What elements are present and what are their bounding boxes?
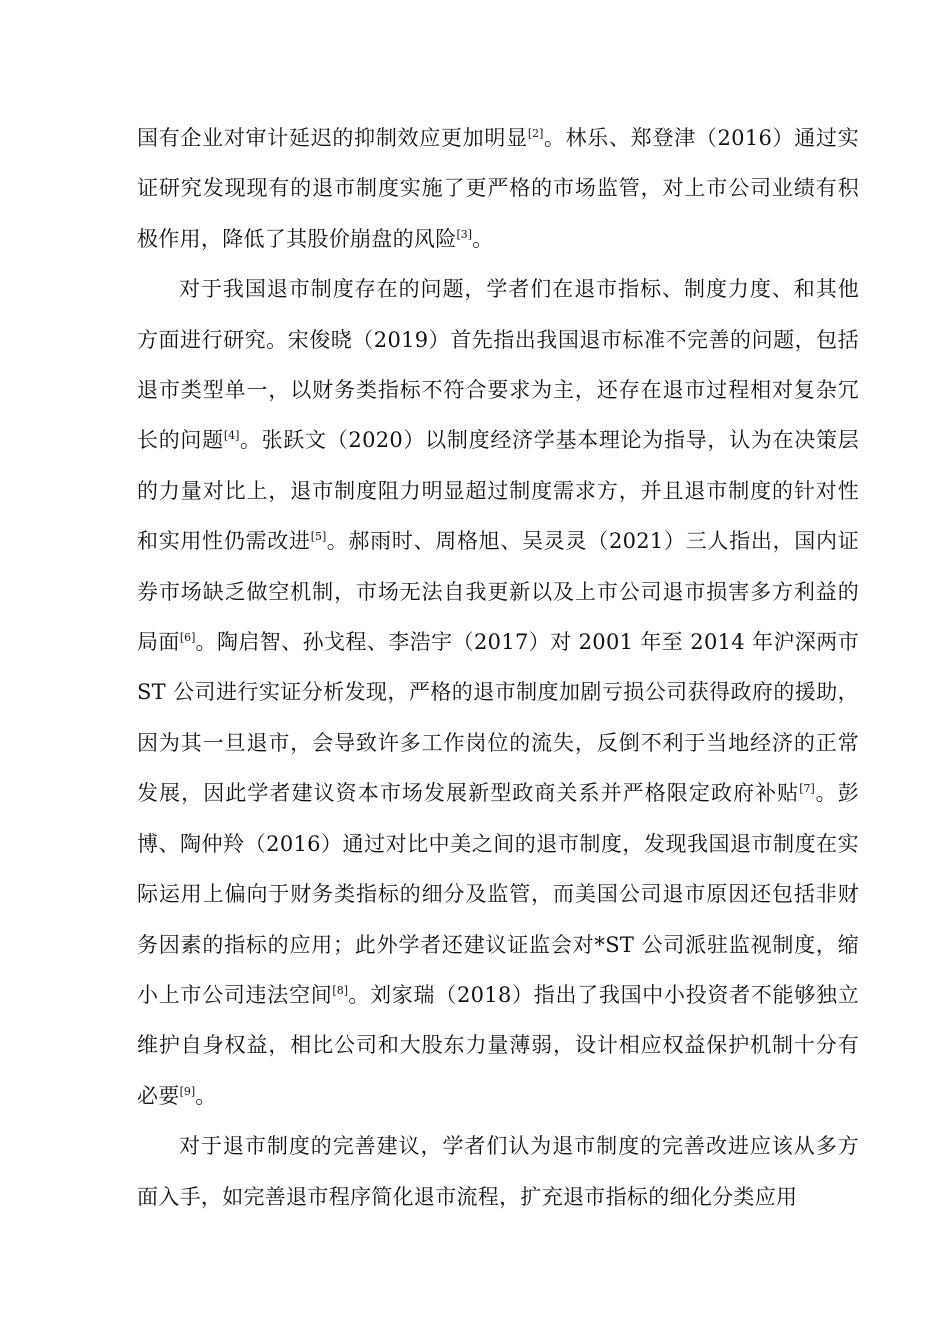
paragraph-text: 对于我国退市制度存在的问题，学者们在退市指标、制度力度、和其他方面进行研究。宋俊晓（2019）首先指出我国退市标准不完善的问题，包括退市类型单一，以财务类指标不符合要求为主，还存在退市过程相对复杂冗长的问题	[137, 277, 859, 453]
citation-marker: [8]	[332, 983, 348, 997]
paragraph-text: 。彭博、陶仲羚（2016）通过对比中美之间的退市制度，发现我国退市制度在实际运用上偏向于财务类指标的细分及监管，而美国公司退市原因还包括非财务因素的指标的应用；此外学者还建议证监会对*ST 公司派驻监视制度，缩小上市公司违法空间	[137, 781, 859, 1007]
paragraph	[137, 264, 859, 1121]
paragraph-text: 对于退市制度的完善建议，学者们认为退市制度的完善改进应该从多方面入手，如完善退市程序简化退市流程，扩充退市指标的细化分类应用	[137, 1134, 859, 1209]
paragraph	[137, 113, 859, 264]
citation-marker: [6]	[179, 631, 196, 645]
paragraph-text: 。	[472, 226, 494, 251]
citation-marker: [7]	[799, 782, 815, 796]
paragraph-text: 。	[195, 1083, 217, 1108]
paragraph-text: 。郝雨时、周格旭、吴灵灵（2021）三人指出，国内证券市场缺乏做空机制，市场无法自我更新以及上市公司退市损害多方利益的局面	[137, 529, 859, 655]
body-text	[137, 113, 859, 1222]
citation-marker: [2]	[527, 127, 544, 140]
citation-marker: [5]	[310, 530, 327, 544]
paragraph-text: 。刘家瑞（2018）指出了我国中小投资者不能够独立维护自身权益，相比公司和大股东力量薄弱，设计相应权益保护机制十分有必要	[137, 982, 859, 1108]
citation-marker: [4]	[223, 429, 240, 443]
paragraph-text: 。张跃文（2020）以制度经济学基本理论为指导，认为在决策层的力量对比上，退市制度阻力明显超过制度需求方，并且退市制度的针对性和实用性仍需改进	[137, 428, 859, 554]
paragraph-text: 。林乐、郑登津（2016）通过实证研究发现现有的退市制度实施了更严格的市场监管，对上市公司业绩有积极作用，降低了其股价崩盘的风险	[137, 126, 859, 251]
paragraph-text: 。陶启智、孙戈程、李浩宇（2017）对 2001 年至 2014 年沪深两市 ST 公司进行实证分析发现，严格的退市制度加剧亏损公司获得政府的援助，因为其一旦退市，会导致许多工作岗位的流失，反倒不利于当地经济的正常发展，因此学者建议资本市场发展新型政商关系并严格限定政府补贴	[137, 630, 859, 806]
citation-marker: [9]	[179, 1084, 196, 1098]
citation-marker: [3]	[456, 227, 473, 241]
paragraph-text: 国有企业对审计延迟的抑制效应更加明显	[137, 126, 528, 150]
paragraph	[137, 1121, 859, 1222]
